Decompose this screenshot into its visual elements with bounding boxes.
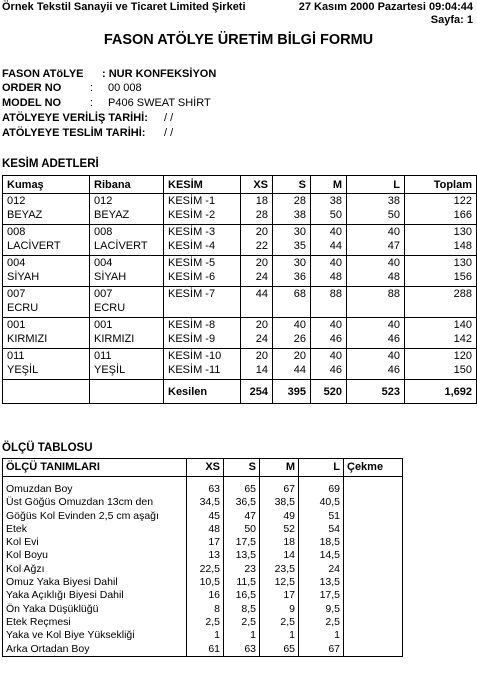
fabric-cell <box>3 318 90 349</box>
measure-l-cell: 69 <box>299 477 344 497</box>
qty-xs-cell <box>241 256 273 287</box>
measure-s-cell: 23 <box>224 563 260 576</box>
measure-l-cell: 51 <box>299 510 344 523</box>
measure-s-cell: 50 <box>224 523 260 536</box>
total-xs-cell: 254 <box>241 380 273 404</box>
measure-section-title: ÖLÇÜ TABLOSU <box>2 442 93 454</box>
qty-l-cell-line: 50 <box>387 209 400 221</box>
fabric-cell-line: KIRMIZI <box>7 333 48 345</box>
measure-row <box>3 477 403 497</box>
measure-m-cell: 12,5 <box>260 576 299 589</box>
qty-xs-cell-line: 14 <box>255 364 268 376</box>
cut-cell-line: KESİM -6 <box>168 271 216 283</box>
cutting-header-cell: M <box>311 176 347 194</box>
measure-header-row <box>3 459 403 477</box>
fabric-cell-line: 007 <box>7 288 26 300</box>
qty-toplam-cell-line: 156 <box>453 271 472 283</box>
qty-l-cell <box>347 194 405 225</box>
total-l-cell: 523 <box>347 380 405 404</box>
qty-l-cell <box>347 349 405 380</box>
measure-name-cell: Göğüs Kol Evinden 2,5 cm aşağı <box>3 510 187 523</box>
fabric-cell-line: SİYAH <box>7 271 40 283</box>
measure-header-cell: ÖLÇÜ TANIMLARI <box>3 459 187 477</box>
measure-l-cell: 24 <box>299 563 344 576</box>
measure-l-cell: 17,5 <box>299 589 344 602</box>
qty-l-cell-line: 40 <box>387 226 400 238</box>
rib-cell <box>90 225 164 256</box>
rib-cell-line: 011 <box>94 350 112 362</box>
qty-s-cell-line: 68 <box>293 288 306 300</box>
measure-name-cell: Etek <box>3 523 187 536</box>
measure-xs-cell: 63 <box>187 477 224 497</box>
rib-cell-line: SİYAH <box>94 271 127 283</box>
qty-m-cell-line: 46 <box>329 364 342 376</box>
measure-name-cell: Yaka ve Kol Biye Yüksekliği <box>3 629 187 642</box>
qty-l-cell <box>347 318 405 349</box>
rib-cell-line: 004 <box>94 257 113 269</box>
measure-name-cell: Kol Evi <box>3 536 187 549</box>
qty-xs-cell-line: 18 <box>255 195 268 207</box>
cut-cell <box>164 225 241 256</box>
qty-xs-cell-line: 20 <box>255 350 268 362</box>
measure-m-cell: 17 <box>260 589 299 602</box>
fabric-cell-line: 011 <box>7 350 25 362</box>
measure-name-cell: Kol Boyu <box>3 549 187 562</box>
measure-name-cell: Kol Ağzı <box>3 563 187 576</box>
measure-l-cell: 13,5 <box>299 576 344 589</box>
qty-xs-cell-line: 28 <box>255 209 268 221</box>
fabric-cell <box>3 256 90 287</box>
total-s-cell: 395 <box>273 380 311 404</box>
measure-xs-cell: 1 <box>187 629 224 642</box>
measure-name-cell: Arka Ortadan Boy <box>3 643 187 657</box>
page-label: Sayfa: <box>430 14 464 26</box>
total-empty-cell <box>90 380 164 404</box>
rib-cell-line: KIRMIZI <box>94 333 135 345</box>
cut-cell-line: KESİM -7 <box>168 288 216 300</box>
qty-s-cell <box>273 349 311 380</box>
fabric-cell <box>3 194 90 225</box>
measure-shrink-cell <box>344 549 403 562</box>
rib-cell-line: 007 <box>94 288 113 300</box>
measure-row <box>3 589 403 602</box>
measure-s-cell: 2,5 <box>224 616 260 629</box>
measure-header-cell: XS <box>187 459 224 477</box>
cut-cell-line: KESİM -10 <box>168 350 222 362</box>
order-line <box>2 82 142 94</box>
qty-toplam-cell <box>405 318 477 349</box>
fabric-cell <box>3 349 90 380</box>
qty-l-cell-line: 40 <box>387 319 400 331</box>
rib-cell-line: BEYAZ <box>94 209 130 221</box>
qty-l-cell <box>347 225 405 256</box>
measure-name-cell: Omuzdan Boy <box>3 477 187 497</box>
fabric-cell <box>3 225 90 256</box>
measure-name-cell: Etek Reçmesi <box>3 616 187 629</box>
measure-shrink-cell <box>344 629 403 642</box>
qty-xs-cell-line: 20 <box>255 319 268 331</box>
cutting-header-cell: Toplam <box>405 176 477 194</box>
fabric-cell-line: 012 <box>7 195 26 207</box>
qty-s-cell-line: 35 <box>293 240 306 252</box>
cutting-header-cell: Kumaş <box>3 176 90 194</box>
fabric-cell-line: 008 <box>7 226 26 238</box>
atelier-line <box>2 68 216 80</box>
cutting-total-row <box>3 380 477 404</box>
measure-s-cell: 63 <box>224 643 260 657</box>
measure-xs-cell: 17 <box>187 536 224 549</box>
cutting-header-row <box>3 176 477 194</box>
measure-row <box>3 563 403 576</box>
qty-m-cell-line: 48 <box>329 271 342 283</box>
qty-l-cell-line: 38 <box>387 195 400 207</box>
measure-name-cell: Yaka Açıklığı Biyesi Dahil <box>3 589 187 602</box>
rib-cell-line: YEŞİL <box>94 364 126 376</box>
rib-cell <box>90 349 164 380</box>
fabric-cell-line: 001 <box>7 319 26 331</box>
company-name: Örnek Tekstil Sanayii ve Ticaret Limited Şirketi <box>2 1 246 13</box>
qty-toplam-cell-line: 142 <box>453 333 472 345</box>
qty-s-cell <box>273 318 311 349</box>
measure-shrink-cell <box>344 603 403 616</box>
qty-toplam-cell <box>405 194 477 225</box>
qty-xs-cell-line: 22 <box>255 240 268 252</box>
qty-s-cell-line: 38 <box>293 209 306 221</box>
delivery-date-line <box>2 112 173 124</box>
measure-l-cell: 1 <box>299 629 344 642</box>
qty-xs-cell <box>241 225 273 256</box>
qty-m-cell <box>311 287 347 318</box>
measure-row <box>3 576 403 589</box>
measure-row <box>3 603 403 616</box>
qty-m-cell <box>311 349 347 380</box>
measure-shrink-cell <box>344 616 403 629</box>
cutting-group-row <box>3 194 477 225</box>
measure-xs-cell: 45 <box>187 510 224 523</box>
measure-shrink-cell <box>344 563 403 576</box>
qty-s-cell-line: 26 <box>293 333 306 345</box>
cut-cell <box>164 256 241 287</box>
measure-l-cell: 54 <box>299 523 344 536</box>
qty-l-cell-line: 47 <box>387 240 400 252</box>
measure-header-cell: Çekme <box>344 459 403 477</box>
qty-l-cell-line: 46 <box>387 333 400 345</box>
measure-xs-cell: 48 <box>187 523 224 536</box>
measure-header-cell: L <box>299 459 344 477</box>
qty-toplam-cell-line: 166 <box>453 209 472 221</box>
rib-cell <box>90 287 164 318</box>
measure-shrink-cell <box>344 496 403 509</box>
measure-shrink-cell <box>344 477 403 497</box>
qty-m-cell-line: 40 <box>329 257 342 269</box>
fabric-cell-line: LACİVERT <box>7 240 61 252</box>
measure-row <box>3 616 403 629</box>
measure-name-cell: Ön Yaka Düşüklüğü <box>3 603 187 616</box>
qty-l-cell <box>347 256 405 287</box>
qty-s-cell <box>273 194 311 225</box>
rib-cell <box>90 194 164 225</box>
qty-s-cell <box>273 256 311 287</box>
qty-xs-cell-line: 44 <box>255 288 268 300</box>
qty-xs-cell <box>241 349 273 380</box>
order-value: 00 008 <box>108 82 142 94</box>
cutting-group-row <box>3 349 477 380</box>
qty-l-cell-line: 48 <box>387 271 400 283</box>
measure-header-cell: M <box>260 459 299 477</box>
measure-row <box>3 643 403 657</box>
cut-cell-line: KESİM -1 <box>168 195 216 207</box>
atelier-label: FASON ATöLYE <box>2 68 84 80</box>
measure-m-cell: 1 <box>260 629 299 642</box>
measure-m-cell: 9 <box>260 603 299 616</box>
qty-m-cell-line: 40 <box>329 319 342 331</box>
model-value: P406 SWEAT SHİRT <box>108 97 211 109</box>
qty-s-cell-line: 36 <box>293 271 306 283</box>
measure-s-cell: 36,5 <box>224 496 260 509</box>
measure-m-cell: 18 <box>260 536 299 549</box>
measure-xs-cell: 10,5 <box>187 576 224 589</box>
qty-l-cell-line: 88 <box>387 288 400 300</box>
cut-cell <box>164 287 241 318</box>
fabric-cell-line: ECRU <box>7 302 39 314</box>
qty-s-cell-line: 20 <box>293 350 306 362</box>
cut-cell-line: KESİM -4 <box>168 240 216 252</box>
qty-s-cell <box>273 225 311 256</box>
measure-shrink-cell <box>344 576 403 589</box>
measure-header-cell: S <box>224 459 260 477</box>
qty-toplam-cell <box>405 256 477 287</box>
measure-s-cell: 65 <box>224 477 260 497</box>
return-date-label: ATÖLYEYE TESLİM TARİHİ: <box>2 127 146 139</box>
qty-toplam-cell-line: 150 <box>453 364 472 376</box>
qty-l-cell-line: 40 <box>387 257 400 269</box>
qty-xs-cell <box>241 194 273 225</box>
measure-row <box>3 629 403 642</box>
measure-s-cell: 1 <box>224 629 260 642</box>
qty-xs-cell <box>241 318 273 349</box>
measure-l-cell: 40,5 <box>299 496 344 509</box>
measure-s-cell: 13,5 <box>224 549 260 562</box>
rib-cell <box>90 256 164 287</box>
order-sep: : <box>90 82 94 94</box>
cutting-group-row <box>3 256 477 287</box>
rib-cell-line: ECRU <box>94 302 126 314</box>
total-m-cell: 520 <box>311 380 347 404</box>
qty-m-cell-line: 40 <box>329 226 342 238</box>
measure-row <box>3 496 403 509</box>
measure-m-cell: 23,5 <box>260 563 299 576</box>
cutting-table <box>2 175 477 404</box>
measure-m-cell: 38,5 <box>260 496 299 509</box>
qty-xs-cell-line: 20 <box>255 257 268 269</box>
return-date-value: / / <box>164 127 174 139</box>
rib-cell-line: 001 <box>94 319 113 331</box>
qty-m-cell-line: 40 <box>329 350 342 362</box>
measure-xs-cell: 13 <box>187 549 224 562</box>
qty-s-cell-line: 30 <box>293 257 306 269</box>
return-date-line <box>2 127 173 139</box>
qty-m-cell <box>311 225 347 256</box>
qty-xs-cell <box>241 287 273 318</box>
measure-m-cell: 2,5 <box>260 616 299 629</box>
cutting-group-row <box>3 287 477 318</box>
qty-toplam-cell <box>405 225 477 256</box>
measure-s-cell: 8,5 <box>224 603 260 616</box>
measure-m-cell: 67 <box>260 477 299 497</box>
qty-s-cell-line: 44 <box>293 364 306 376</box>
rib-cell-line: LACİVERT <box>94 240 148 252</box>
report-datetime: 27 Kasım 2000 Pazartesi 09:04:44 <box>298 1 473 13</box>
measure-xs-cell: 34,5 <box>187 496 224 509</box>
qty-s-cell <box>273 287 311 318</box>
qty-toplam-cell <box>405 287 477 318</box>
measure-xs-cell: 22,5 <box>187 563 224 576</box>
qty-l-cell <box>347 287 405 318</box>
measure-shrink-cell <box>344 523 403 536</box>
qty-toplam-cell <box>405 349 477 380</box>
measure-l-cell: 67 <box>299 643 344 657</box>
delivery-date-label: ATÖLYEYE VERİLİŞ TARİHİ: <box>2 112 148 124</box>
qty-m-cell-line: 50 <box>329 209 342 221</box>
cutting-header-cell: Ribana <box>90 176 164 194</box>
model-sep: : <box>90 97 94 109</box>
rib-cell-line: 012 <box>94 195 113 207</box>
measure-l-cell: 2,5 <box>299 616 344 629</box>
measure-table <box>2 458 403 657</box>
total-toplam-cell: 1,692 <box>405 380 477 404</box>
measure-row <box>3 536 403 549</box>
total-label: Kesilen <box>164 380 241 404</box>
qty-s-cell-line: 30 <box>293 226 306 238</box>
cutting-group-row <box>3 225 477 256</box>
qty-l-cell-line: 40 <box>387 350 400 362</box>
qty-m-cell <box>311 194 347 225</box>
measure-shrink-cell <box>344 589 403 602</box>
qty-toplam-cell-line: 122 <box>453 195 472 207</box>
total-empty-cell <box>3 380 90 404</box>
measure-m-cell: 65 <box>260 643 299 657</box>
qty-toplam-cell-line: 288 <box>453 288 472 300</box>
measure-l-cell: 14,5 <box>299 549 344 562</box>
cutting-section-title: KESİM ADETLERİ <box>2 158 99 170</box>
cut-cell <box>164 194 241 225</box>
cutting-header-cell: KESİM <box>164 176 241 194</box>
measure-name-cell: Omuz Yaka Biyesi Dahil <box>3 576 187 589</box>
qty-toplam-cell-line: 120 <box>453 350 472 362</box>
measure-l-cell: 18,5 <box>299 536 344 549</box>
delivery-date-value: / / <box>164 112 174 124</box>
cut-cell-line: KESİM -8 <box>168 319 216 331</box>
fabric-cell-line: YEŞİL <box>7 364 39 376</box>
model-label: MODEL NO <box>2 97 62 109</box>
rib-cell-line: 008 <box>94 226 113 238</box>
cut-cell-line: KESİM -5 <box>168 257 216 269</box>
measure-m-cell: 52 <box>260 523 299 536</box>
measure-shrink-cell <box>344 643 403 657</box>
measure-s-cell: 11,5 <box>224 576 260 589</box>
fabric-cell-line: BEYAZ <box>7 209 43 221</box>
page-number: 1 <box>466 14 473 26</box>
qty-m-cell <box>311 318 347 349</box>
cut-cell <box>164 318 241 349</box>
qty-m-cell <box>311 256 347 287</box>
qty-toplam-cell-line: 130 <box>453 226 472 238</box>
atelier-value: : NUR KONFEKSİYON <box>102 68 217 80</box>
form-title: FASON ATÖLYE ÜRETİM BİLGİ FORMU <box>103 32 374 48</box>
qty-xs-cell-line: 24 <box>255 271 268 283</box>
measure-m-cell: 14 <box>260 549 299 562</box>
measure-xs-cell: 61 <box>187 643 224 657</box>
qty-toplam-cell-line: 130 <box>453 257 472 269</box>
fabric-cell <box>3 287 90 318</box>
qty-m-cell-line: 44 <box>329 240 342 252</box>
measure-name-cell: Üst Göğüs Omuzdan 13cm den <box>3 496 187 509</box>
measure-xs-cell: 16 <box>187 589 224 602</box>
cutting-header-cell: XS <box>241 176 273 194</box>
qty-m-cell-line: 88 <box>329 288 342 300</box>
page-indicator <box>431 14 473 26</box>
cut-cell-line: KESİM -2 <box>168 209 216 221</box>
measure-s-cell: 17,5 <box>224 536 260 549</box>
measure-s-cell: 16,5 <box>224 589 260 602</box>
order-label: ORDER NO <box>2 82 62 94</box>
cut-cell-line: KESİM -9 <box>168 333 216 345</box>
measure-row <box>3 549 403 562</box>
measure-shrink-cell <box>344 510 403 523</box>
measure-m-cell: 49 <box>260 510 299 523</box>
measure-row <box>3 510 403 523</box>
measure-xs-cell: 2,5 <box>187 616 224 629</box>
qty-toplam-cell-line: 148 <box>453 240 472 252</box>
measure-shrink-cell <box>344 536 403 549</box>
cutting-header-cell: L <box>347 176 405 194</box>
cutting-group-row <box>3 318 477 349</box>
qty-xs-cell-line: 20 <box>255 226 268 238</box>
qty-toplam-cell-line: 140 <box>453 319 472 331</box>
qty-s-cell-line: 28 <box>293 195 306 207</box>
fabric-cell-line: 004 <box>7 257 26 269</box>
cutting-header-cell: S <box>273 176 311 194</box>
cut-cell-line: KESİM -3 <box>168 226 216 238</box>
cut-cell <box>164 349 241 380</box>
measure-xs-cell: 8 <box>187 603 224 616</box>
measure-l-cell: 9,5 <box>299 603 344 616</box>
cut-cell-line: KESİM -11 <box>168 364 221 376</box>
measure-row <box>3 523 403 536</box>
rib-cell <box>90 318 164 349</box>
qty-s-cell-line: 40 <box>293 319 306 331</box>
qty-xs-cell-line: 24 <box>255 333 268 345</box>
qty-m-cell-line: 46 <box>329 333 342 345</box>
measure-s-cell: 47 <box>224 510 260 523</box>
qty-m-cell-line: 38 <box>329 195 342 207</box>
model-line <box>2 97 211 109</box>
qty-l-cell-line: 46 <box>387 364 400 376</box>
